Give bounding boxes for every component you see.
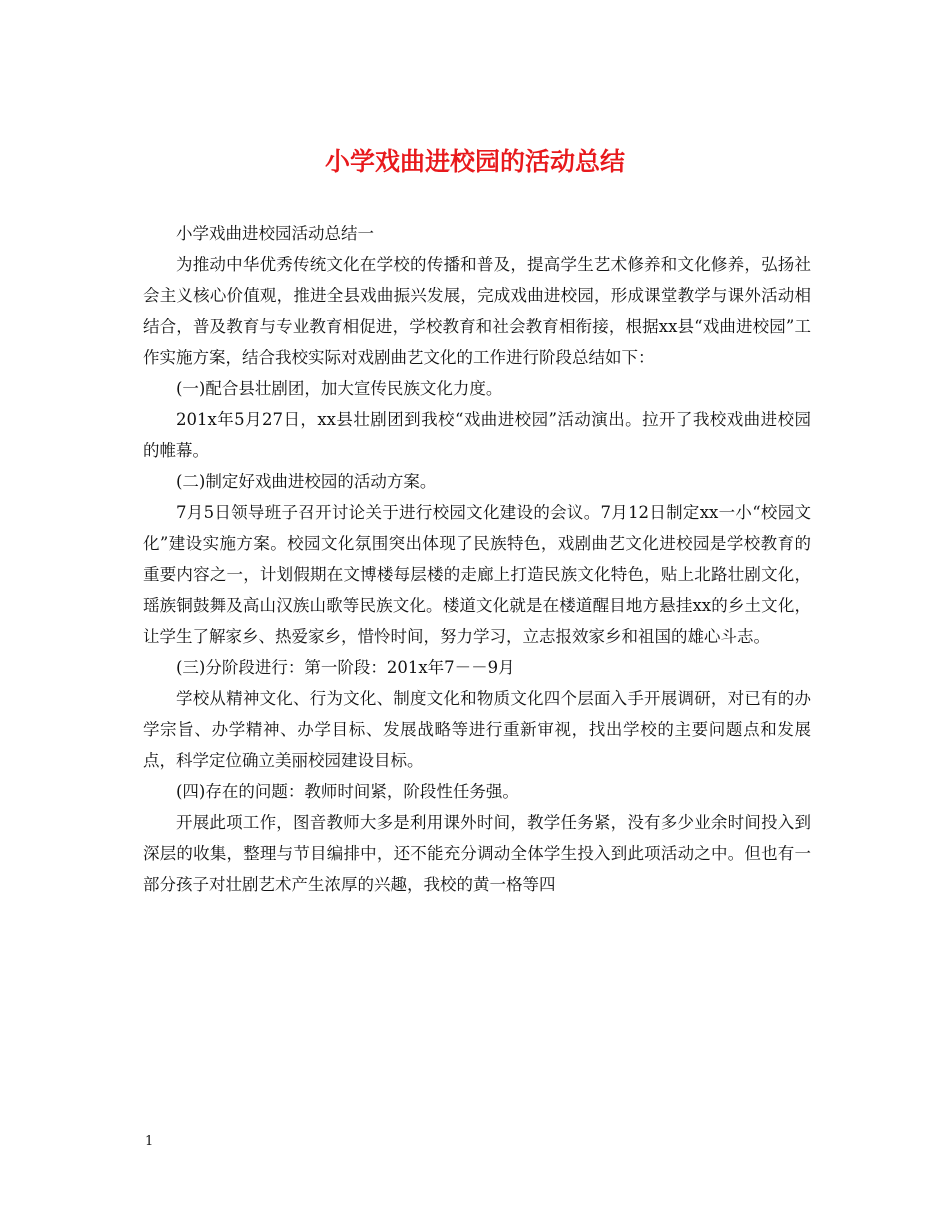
paragraph-section-four-heading: (四)存在的问题：教师时间紧，阶段性任务强。 (176, 782, 519, 801)
document-title: 小学戏曲进校园的活动总结 (324, 147, 625, 176)
paragraph-section-four-body: 开展此项工作，图音教师大多是利用课外时间，教学任务紧，没有多少业余时间投入到深层的收集，整理与节目编排中，还不能充分调动全体学生投入到此项活动之中。但也有一部分孩子对壮剧艺术产生浓厚的兴趣，我校的黄一格等四 (143, 813, 811, 894)
paragraph-section-one-heading: (一)配合县壮剧团，加大宣传民族文化力度。 (176, 379, 503, 398)
paragraph-heading-one: 小学戏曲进校园活动总结一 (176, 224, 374, 243)
paragraph-section-three-heading: (三)分阶段进行：第一阶段：201x年7－－9月 (176, 658, 515, 677)
document-body (143, 218, 811, 900)
paragraph-section-two-body: 7月5日领导班子召开讨论关于进行校园文化建设的会议。7月12日制定xx一小“校园文化”建设实施方案。校园文化氛围突出体现了民族特色，戏剧曲艺文化进校园是学校教育的重要内容之一，计划假期在文博楼每层楼的走廊上打造民族文化特色，贴上北路壮剧文化，瑶族铜鼓舞及高山汉族山歌等民族文化。楼道文化就是在楼道醒目地方悬挂xx的乡土文化，让学生了解家乡、热爱家乡，惜怜时间，努力学习，立志报效家乡和祖国的雄心斗志。 (143, 503, 811, 646)
paragraph-section-two-heading: (二)制定好戏曲进校园的活动方案。 (176, 472, 437, 491)
paragraph-intro: 为推动中华优秀传统文化在学校的传播和普及，提高学生艺术修养和文化修养，弘扬社会主义核心价值观，推进全县戏曲振兴发展，完成戏曲进校园，形成课堂教学与课外活动相结合，普及教育与专业教育相促进，学校教育和社会教育相衔接，根据xx县“戏曲进校园”工作实施方案，结合我校实际对戏剧曲艺文化的工作进行阶段总结如下： (143, 255, 811, 367)
paragraph-section-three-body: 学校从精神文化、行为文化、制度文化和物质文化四个层面入手开展调研，对已有的办学宗旨、办学精神、办学目标、发展战略等进行重新审视，找出学校的主要问题点和发展点，科学定位确立美丽校园建设目标。 (143, 689, 811, 770)
page-number: 1 (145, 1134, 154, 1149)
paragraph-section-one-body: 201x年5月27日，xx县壮剧团到我校“戏曲进校园”活动演出。拉开了我校戏曲进校园的帷幕。 (143, 410, 811, 460)
